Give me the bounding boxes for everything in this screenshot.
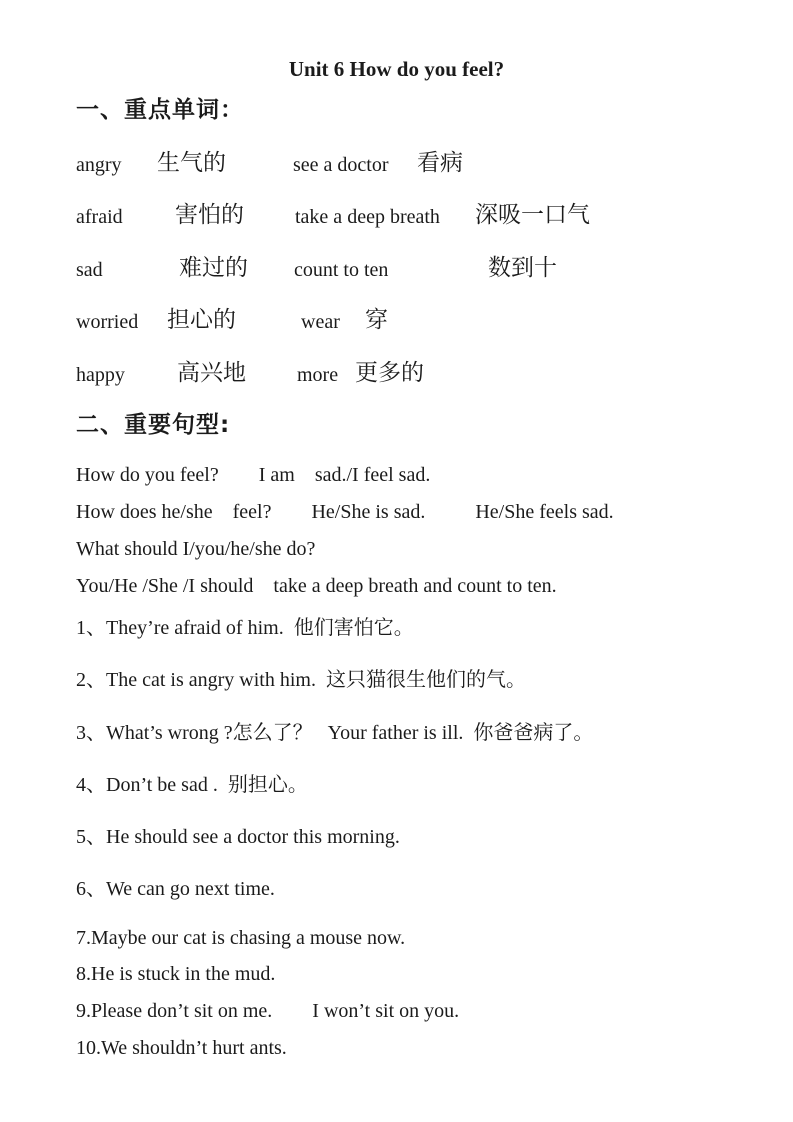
vocab-english-word: more: [297, 364, 339, 386]
vocab-chinese-meaning: 生气的: [157, 150, 226, 176]
pattern-line: What should I/you/he/she do?: [76, 538, 316, 560]
vocab-chinese-meaning: 数到十: [488, 255, 557, 281]
vocab-row: [76, 204, 773, 232]
numbered-sentence: 6、We can go next time.: [76, 878, 275, 900]
numbered-sentence: 8.He is stuck in the mud.: [76, 963, 276, 985]
vocab-english-word: angry: [76, 154, 122, 176]
pattern-line: How do you feel? I am sad./I feel sad.: [76, 464, 431, 486]
vocab-row: [76, 152, 773, 180]
vocab-row: [76, 309, 773, 337]
page-title: Unit 6 How do you feel?: [288, 57, 505, 81]
section2-heading: 二、重要句型:: [76, 412, 231, 438]
vocab-chinese-meaning: 更多的: [355, 360, 424, 386]
vocab-row: [76, 257, 773, 285]
vocab-chinese-meaning: 看病: [417, 150, 463, 176]
numbered-sentence: 5、He should see a doctor this morning.: [76, 826, 400, 848]
vocab-english-word: see a doctor: [293, 154, 389, 176]
vocab-english-word: sad: [76, 259, 103, 281]
vocab-chinese-meaning: 难过的: [179, 255, 248, 281]
numbered-sentence: 10.We shouldn’t hurt ants.: [76, 1037, 287, 1059]
vocab-chinese-meaning: 害怕的: [175, 202, 244, 228]
vocab-english-word: wear: [301, 311, 340, 333]
vocab-english-word: take a deep breath: [295, 206, 440, 228]
vocab-english-word: worried: [76, 311, 139, 333]
vocab-row: [76, 362, 773, 390]
numbered-sentence: 9.Please don’t sit on me. I won’t sit on you.: [76, 1000, 460, 1022]
numbered-sentence: 7.Maybe our cat is chasing a mouse now.: [76, 927, 406, 949]
numbered-sentence: 1、They’re afraid of him. 他们害怕它。: [76, 617, 414, 639]
vocab-chinese-meaning: 穿: [365, 307, 388, 333]
vocab-chinese-meaning: 高兴地: [177, 360, 246, 386]
vocab-chinese-meaning: 深吸一口气: [475, 202, 590, 228]
vocab-english-word: afraid: [76, 206, 123, 228]
numbered-sentence: 4、Don’t be sad . 别担心。: [76, 774, 308, 796]
pattern-line: How does he/she feel? He/She is sad. He/She feels sad.: [76, 501, 614, 523]
numbered-sentence: 2、The cat is angry with him. 这只猫很生他们的气。: [76, 669, 526, 691]
numbered-sentence: 3、What’s wrong ?怎么了？ Your father is ill. 你爸爸病了。: [76, 722, 594, 744]
vocab-english-word: happy: [76, 364, 125, 386]
section1-heading: 一、重点单词：: [76, 97, 244, 123]
vocab-chinese-meaning: 担心的: [167, 307, 236, 333]
pattern-line: You/He /She /I should take a deep breath and count to ten.: [76, 575, 557, 597]
vocab-english-word: count to ten: [294, 259, 389, 281]
